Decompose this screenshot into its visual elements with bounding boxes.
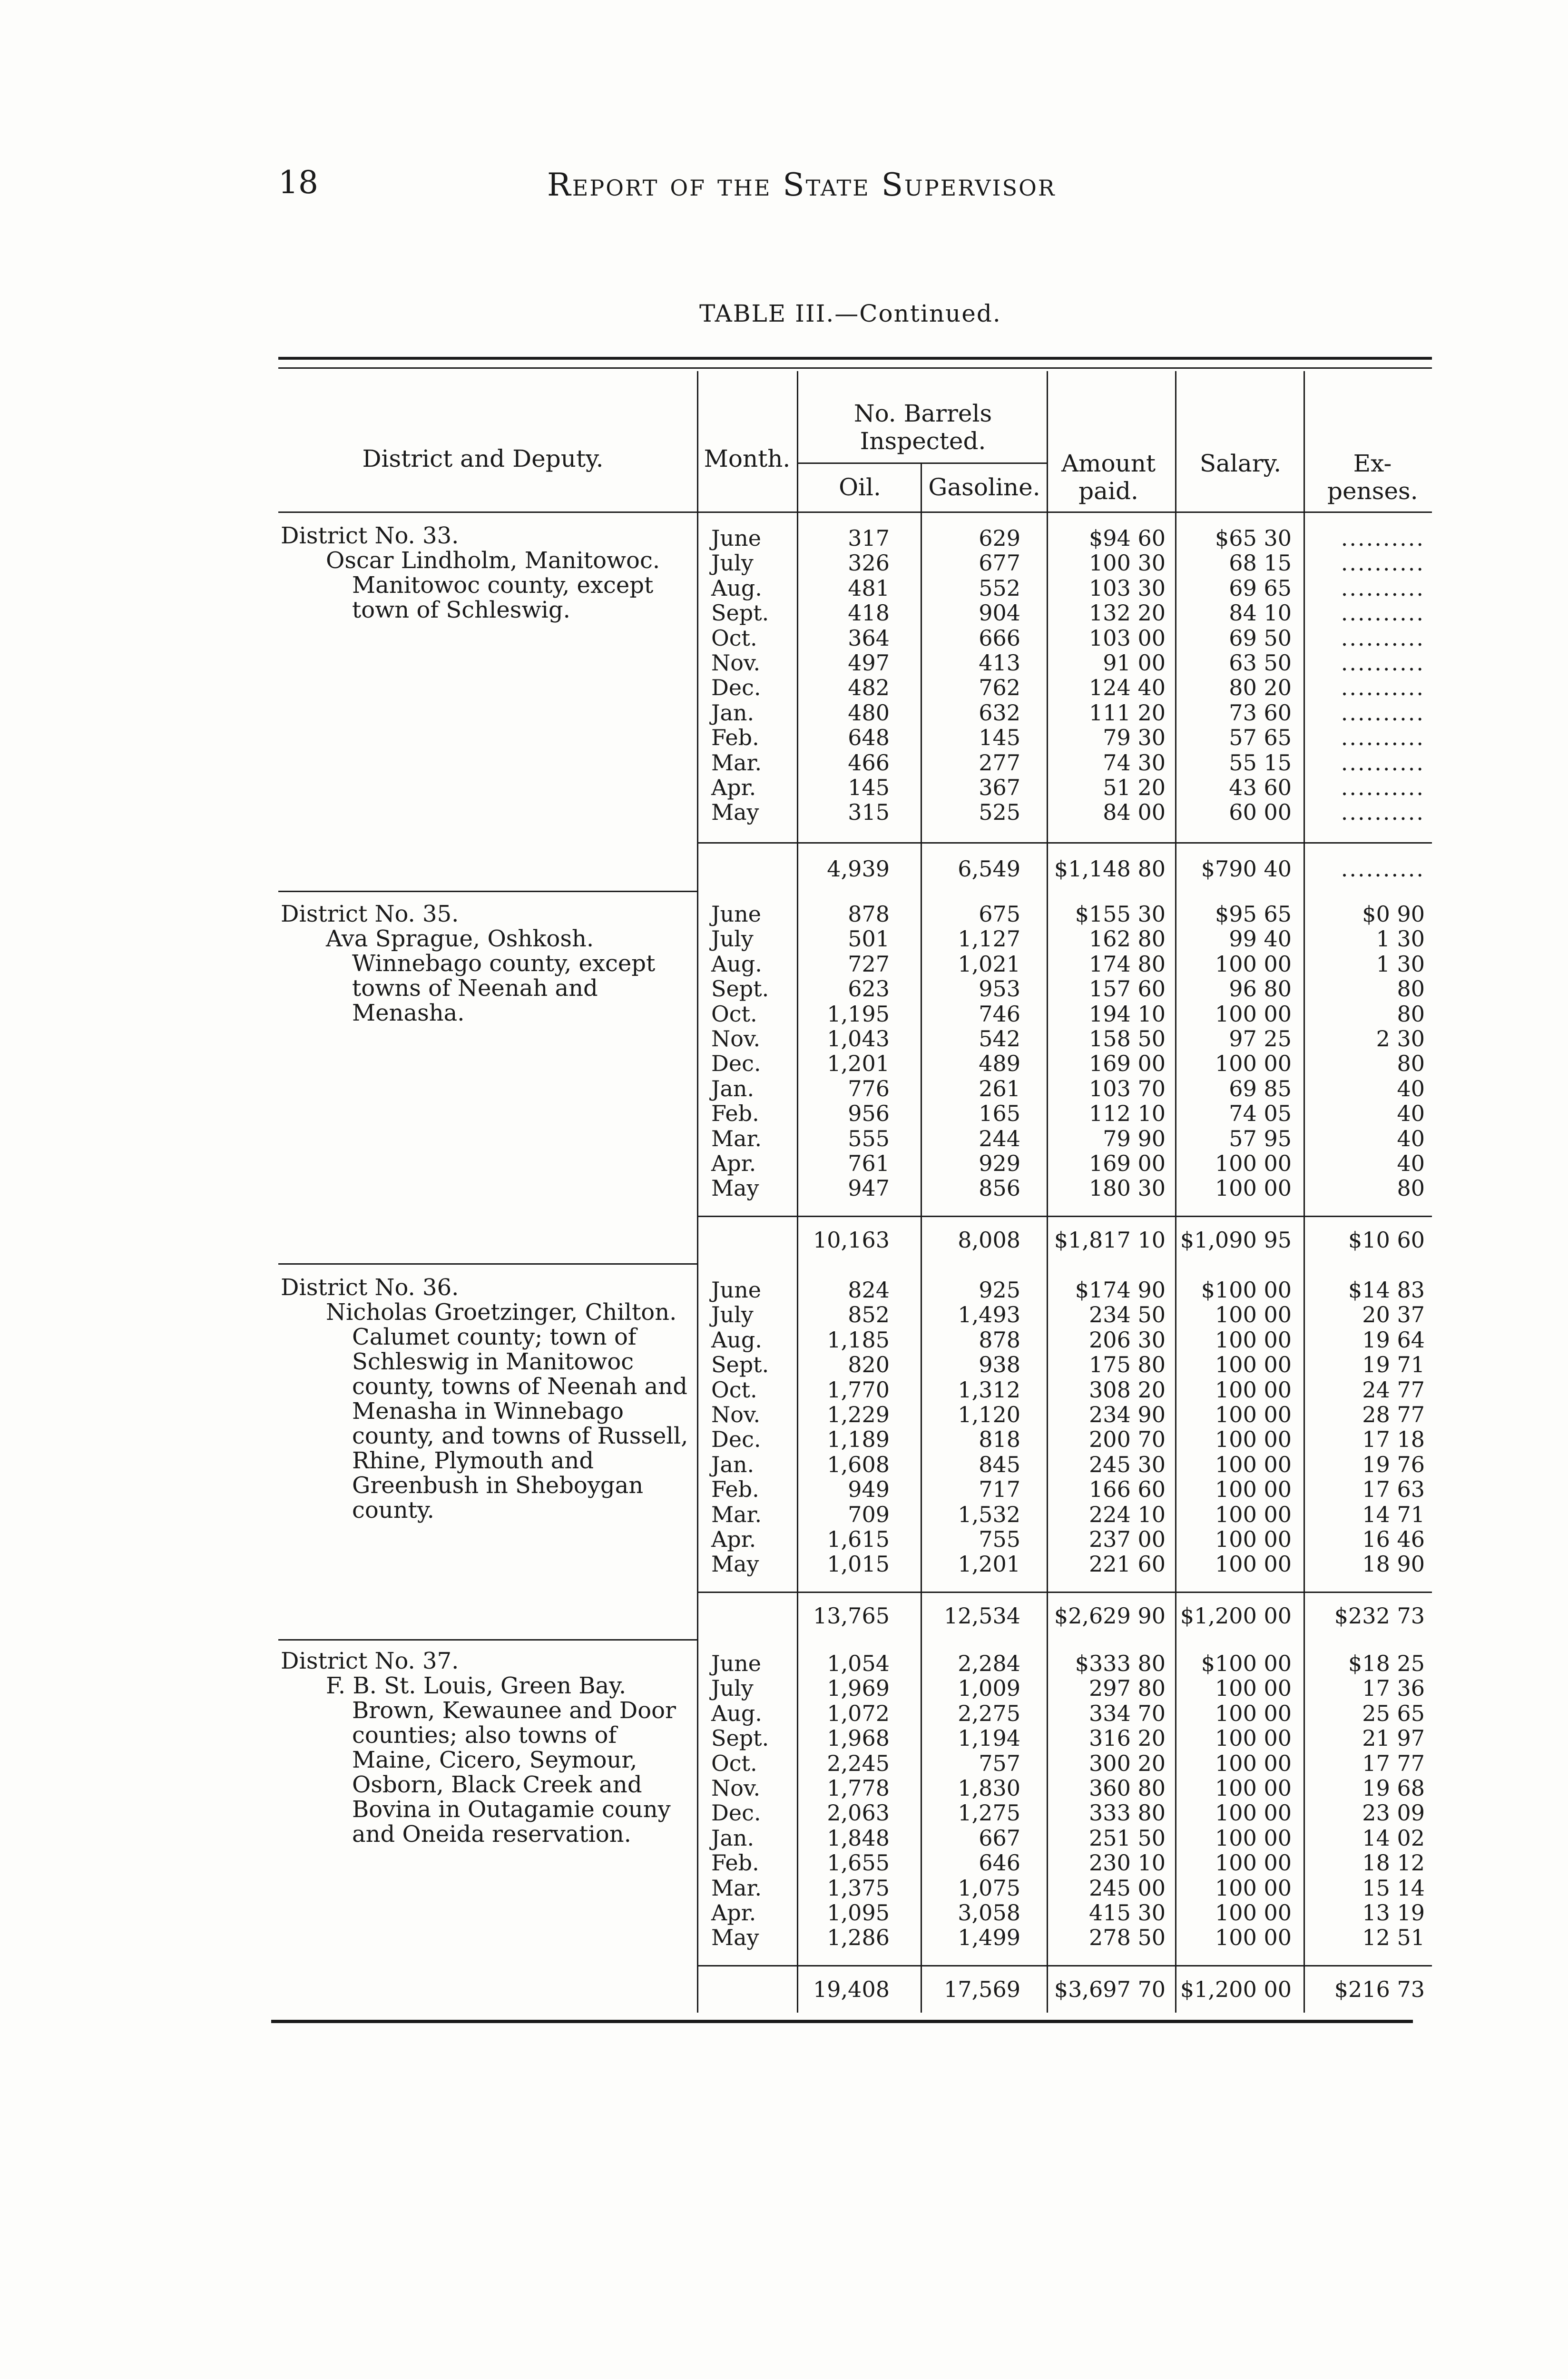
- oil-33: 317 326 481 418 364 497 482 480 648 466 145 315: [848, 525, 890, 826]
- expenses-33: .......... .......... .......... .......... .......... .......... .......... .......... .......... .......... .......... ..........: [1341, 525, 1425, 826]
- district-deputy: Nicholas Groetzinger, Chilton.: [326, 1299, 677, 1326]
- header-month: Month.: [704, 445, 791, 472]
- oil-37: 1,054 1,969 1,072 1,968 2,245 1,778 2,063 1,848 1,655 1,375 1,095 1,286: [827, 1651, 890, 1951]
- col-sep-amount: [1047, 371, 1048, 2013]
- months-33: June July Aug. Sept. Oct. Nov. Dec. Jan. Feb. Mar. Apr. May: [711, 525, 769, 826]
- total-oil-35: 10,163: [813, 1227, 890, 1253]
- expenses-37: $18 25 17 36 25 65 21 97 17 77 19 68 23 09 14 02 18 12 15 14 13 19 12 51: [1348, 1651, 1425, 1951]
- subtotal-rule-37: [698, 1965, 1432, 1966]
- col-sep-month: [697, 371, 698, 2013]
- header-expenses: Ex- penses.: [1327, 450, 1418, 505]
- district-rule-35: [278, 1263, 697, 1265]
- total-amount-33: $1,148 80: [1054, 856, 1166, 882]
- bottom-rule: [271, 2020, 1413, 2023]
- salary-36: $100 00 100 00 100 00 100 00 100 00 100 00 100 00 100 00 100 00 100 00 100 00 100 00: [1201, 1277, 1292, 1577]
- running-head: Report of the State Supervisor: [547, 167, 1056, 203]
- gasoline-36: 925 1,493 878 938 1,312 1,120 818 845 717 1,532 755 1,201: [958, 1277, 1020, 1577]
- header-oil: Oil.: [839, 473, 881, 501]
- total-gasoline-37: 17,569: [944, 1976, 1020, 2002]
- district-area: Brown, Kewaunee and Door counties; also towns of Maine, Cicero, Seymour, Osborn, Black Creek and Bovina in Outagamie couny and Oneida reservation.: [352, 1697, 676, 1848]
- amount-36: $174 90 234 50 206 30 175 80 308 20 234 90 200 70 245 30 166 60 224 10 237 00 221 60: [1075, 1277, 1166, 1577]
- total-expenses-36: $232 73: [1334, 1603, 1425, 1629]
- gasoline-37: 2,284 1,009 2,275 1,194 757 1,830 1,275 667 646 1,075 3,058 1,499: [958, 1651, 1020, 1951]
- expenses-36: $14 83 20 37 19 64 19 71 24 77 28 77 17 18 19 76 17 63 14 71 16 46 18 90: [1348, 1277, 1425, 1577]
- district-deputy: Oscar Lindholm, Manitowoc.: [326, 547, 660, 574]
- district-area: Calumet county; town of Schleswig in Manitowoc county, towns of Neenah and Menasha in Winnebago county, and towns of Russell, Rhine, Plymouth and Greenbush in Sheboygan county.: [352, 1324, 688, 1524]
- col-sep-oil: [797, 371, 798, 2013]
- district-name: District No. 33.: [281, 522, 459, 549]
- table-title: TABLE III.—Continued.: [699, 300, 1001, 327]
- district-36: [281, 1275, 690, 1523]
- header-amount: Amount paid.: [1061, 450, 1156, 505]
- total-expenses-33: ..........: [1341, 856, 1425, 882]
- district-37: [281, 1649, 690, 1847]
- header-district: District and Deputy.: [362, 445, 604, 472]
- total-expenses-35: $10 60: [1348, 1227, 1425, 1253]
- header-gasoline: Gasoline.: [928, 473, 1040, 501]
- page-number: 18: [278, 164, 318, 201]
- district-rule-33: [278, 891, 697, 892]
- header-bottom-rule: [278, 511, 1432, 513]
- top-rule-2: [278, 367, 1432, 369]
- subtotal-rule-35: [698, 1216, 1432, 1217]
- total-salary-33: $790 40: [1201, 856, 1292, 882]
- gasoline-33: 629 677 552 904 666 413 762 632 145 277 367 525: [979, 525, 1020, 826]
- salary-33: $65 30 68 15 69 65 84 10 69 50 63 50 80 20 73 60 57 65 55 15 43 60 60 00: [1215, 525, 1292, 826]
- total-salary-36: $1,200 00: [1180, 1603, 1292, 1629]
- total-oil-36: 13,765: [813, 1603, 890, 1629]
- col-sep-expenses: [1303, 371, 1305, 2013]
- total-oil-33: 4,939: [827, 856, 890, 882]
- total-oil-37: 19,408: [813, 1976, 890, 2002]
- subtotal-rule-36: [698, 1592, 1432, 1593]
- district-name: District No. 36.: [281, 1274, 459, 1301]
- total-amount-35: $1,817 10: [1054, 1227, 1166, 1253]
- district-name: District No. 35.: [281, 901, 459, 927]
- header-salary: Salary.: [1199, 450, 1282, 477]
- amount-33: $94 60 100 30 103 30 132 20 103 00 91 00 124 40 111 20 79 30 74 30 51 20 84 00: [1089, 525, 1166, 826]
- total-gasoline-36: 12,534: [944, 1603, 1020, 1629]
- months-37: June July Aug. Sept. Oct. Nov. Dec. Jan. Feb. Mar. Apr. May: [711, 1651, 769, 1951]
- total-expenses-37: $216 73: [1334, 1976, 1425, 2002]
- amount-37: $333 80 297 80 334 70 316 20 300 20 360 80 333 80 251 50 230 10 245 00 415 30 278 50: [1075, 1651, 1166, 1951]
- oil-36: 824 852 1,185 820 1,770 1,229 1,189 1,608 949 709 1,615 1,015: [827, 1277, 890, 1577]
- header-barrels-rule: [798, 462, 1047, 464]
- amount-35: $155 30 162 80 174 80 157 60 194 10 158 50 169 00 103 70 112 10 79 90 169 00 180 30: [1075, 901, 1166, 1201]
- district-area: Manitowoc county, except town of Schleswig.: [352, 572, 654, 623]
- col-sep-gas: [921, 464, 922, 2013]
- subtotal-rule-33: [698, 842, 1432, 844]
- months-36: June July Aug. Sept. Oct. Nov. Dec. Jan. Feb. Mar. Apr. May: [711, 1277, 769, 1577]
- col-sep-salary: [1175, 371, 1176, 2013]
- total-salary-37: $1,200 00: [1180, 1976, 1292, 2002]
- district-33: [281, 523, 690, 622]
- months-35: June July Aug. Sept. Oct. Nov. Dec. Jan. Feb. Mar. Apr. May: [711, 901, 769, 1201]
- district-deputy: F. B. St. Louis, Green Bay.: [326, 1672, 627, 1699]
- salary-35: $95 65 99 40 100 00 96 80 100 00 97 25 100 00 69 85 74 05 57 95 100 00 100 00: [1215, 901, 1292, 1201]
- salary-37: $100 00 100 00 100 00 100 00 100 00 100 00 100 00 100 00 100 00 100 00 100 00 100 00: [1201, 1651, 1292, 1951]
- district-35: [281, 902, 690, 1025]
- total-amount-36: $2,629 90: [1054, 1603, 1166, 1629]
- total-salary-35: $1,090 95: [1180, 1227, 1292, 1253]
- district-deputy: Ava Sprague, Oshkosh.: [326, 925, 594, 952]
- total-amount-37: $3,697 70: [1054, 1976, 1166, 2002]
- district-area: Winnebago county, except towns of Neenah and Menasha.: [352, 950, 656, 1026]
- district-name: District No. 37.: [281, 1648, 459, 1674]
- oil-35: 878 501 727 623 1,195 1,043 1,201 776 956 555 761 947: [827, 901, 890, 1201]
- total-gasoline-35: 8,008: [958, 1227, 1020, 1253]
- gasoline-35: 675 1,127 1,021 953 746 542 489 261 165 244 929 856: [958, 901, 1020, 1201]
- top-rule: [278, 357, 1432, 360]
- district-rule-36: [278, 1639, 697, 1641]
- header-barrels: No. Barrels Inspected.: [853, 400, 992, 455]
- expenses-35: $0 90 1 30 1 30 80 80 2 30 80 40 40 40 40 80: [1362, 901, 1425, 1201]
- total-gasoline-33: 6,549: [958, 856, 1020, 882]
